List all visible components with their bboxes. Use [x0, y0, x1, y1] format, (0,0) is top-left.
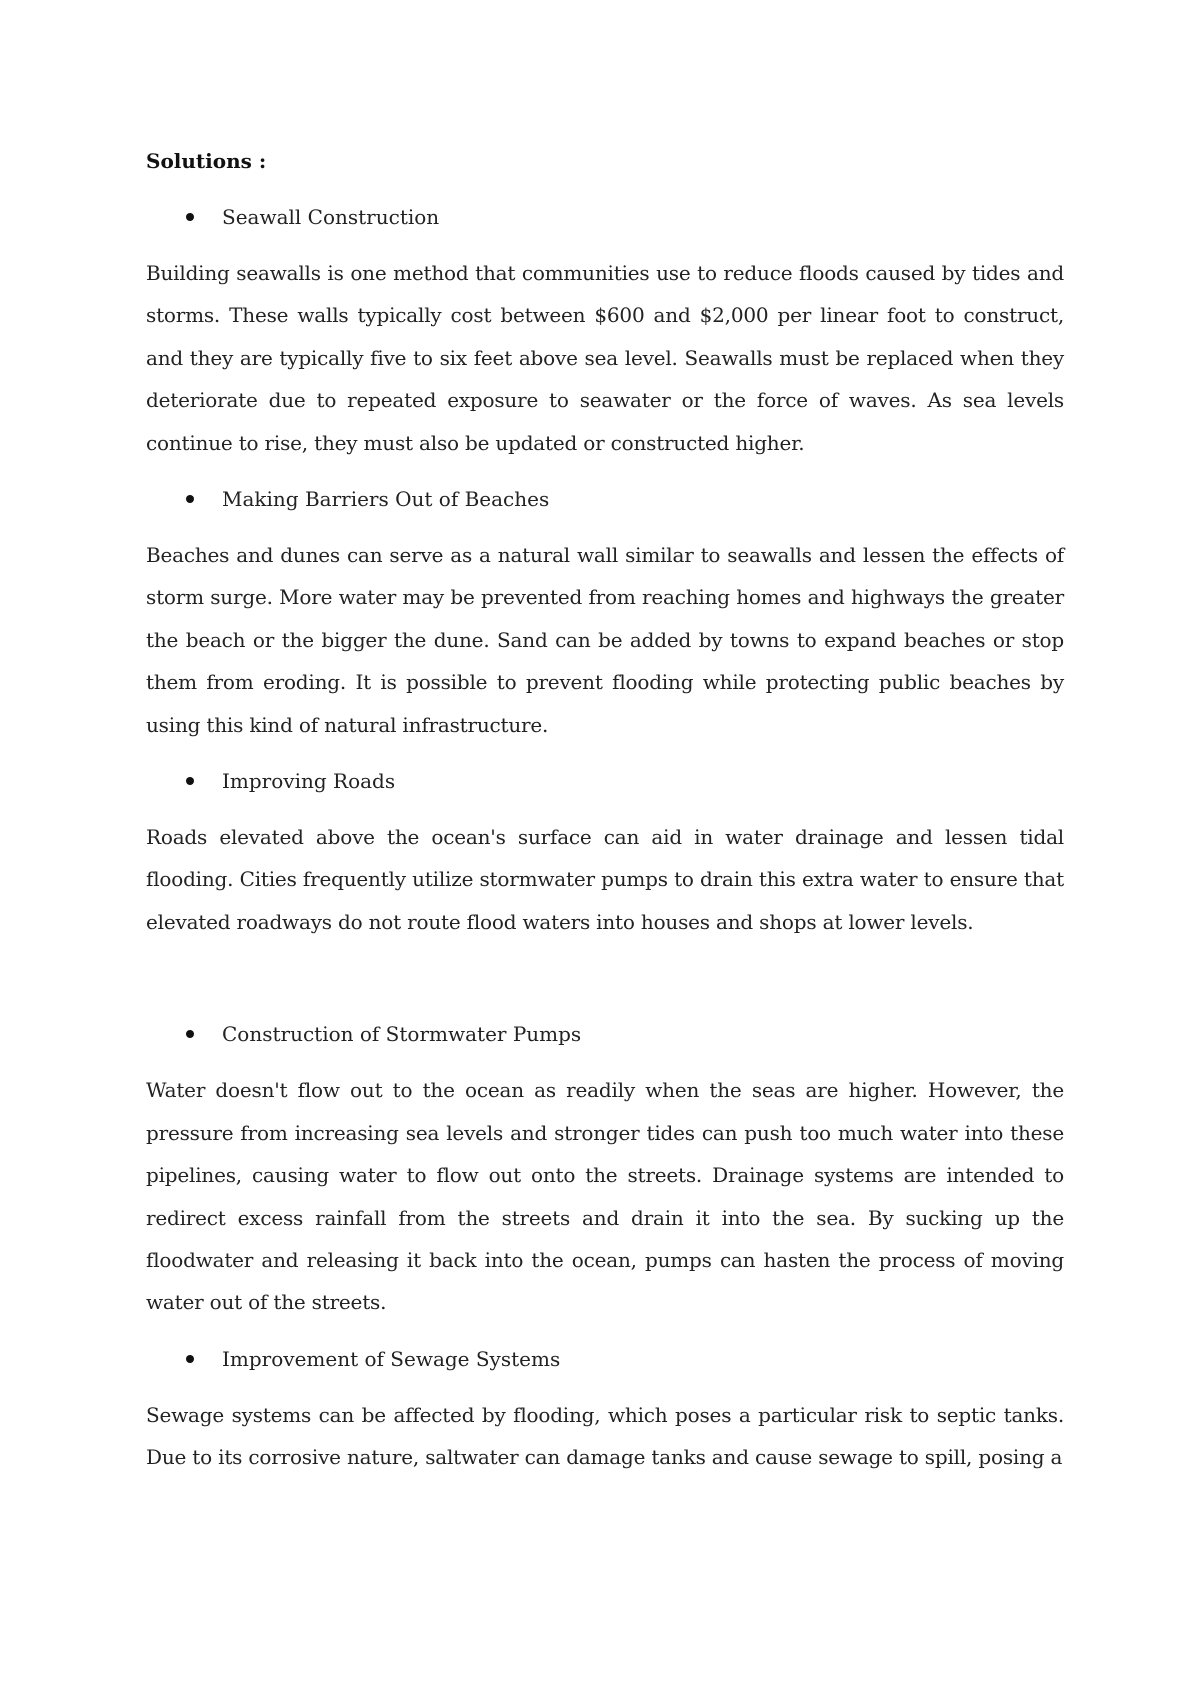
bullet-label: Improvement of Sewage Systems — [222, 1346, 561, 1371]
bullet-dot-icon — [186, 777, 194, 785]
paragraph-seawall: Building seawalls is one method that communities use to reduce floods caused by tides and storms. These walls typically cost between $600 and $2,000 per linear foot to construct, and they are typically five to six feet above sea level. Seawalls must be replaced when they deteriorate due to repeated exposure to seawater or the force of waves. As sea levels continue to rise, they must also be updated or constructed higher. — [146, 261, 1064, 455]
document-page — [146, 140, 1064, 1493]
bullet-sewage-systems — [146, 1338, 1064, 1380]
bullet-dot-icon — [186, 213, 194, 221]
bullet-dot-icon — [186, 495, 194, 503]
bullet-dot-icon — [186, 1030, 194, 1038]
bullet-label: Making Barriers Out of Beaches — [222, 487, 550, 512]
bullet-seawall-construction — [146, 196, 1064, 238]
bullet-label: Improving Roads — [222, 769, 396, 794]
bullet-stormwater-pumps — [146, 1013, 1064, 1055]
paragraph-roads: Roads elevated above the ocean's surface can aid in water drainage and lessen tidal flooding. Cities frequently utilize stormwater pumps to drain this extra water to ensure that elevated roadways do not route flood waters into houses and shops at lower levels. — [146, 825, 1064, 934]
bullet-beach-barriers — [146, 478, 1064, 520]
paragraph-pumps: Water doesn't flow out to the ocean as readily when the seas are higher. However, the pressure from increasing sea levels and stronger tides can push too much water into these pipelines, causing water to flow out onto the streets. Drainage systems are intended to redirect excess rainfall from the streets and drain it into the sea. By sucking up the floodwater and releasing it back into the ocean, pumps can hasten the process of moving water out of the streets. — [146, 1078, 1064, 1315]
bullet-label: Construction of Stormwater Pumps — [222, 1022, 582, 1047]
blank-line — [146, 957, 1064, 1013]
section-heading: Solutions : — [146, 149, 267, 173]
bullet-label: Seawall Construction — [222, 205, 440, 229]
bullet-dot-icon — [186, 1355, 194, 1363]
paragraph-sewage: Sewage systems can be affected by flooding, which poses a particular risk to septic tanks. Due to its corrosive nature, saltwater can damage tanks and cause sewage to spill, posing a — [146, 1402, 1064, 1470]
bullet-improving-roads — [146, 760, 1064, 802]
paragraph-beaches: Beaches and dunes can serve as a natural wall similar to seawalls and lessen the effects of storm surge. More water may be prevented from reaching homes and highways the greater the beach or the bigger the dune. Sand can be added by towns to expand beaches or stop them from eroding. It is possible to prevent flooding while protecting public beaches by using this kind of natural infrastructure. — [146, 543, 1064, 737]
